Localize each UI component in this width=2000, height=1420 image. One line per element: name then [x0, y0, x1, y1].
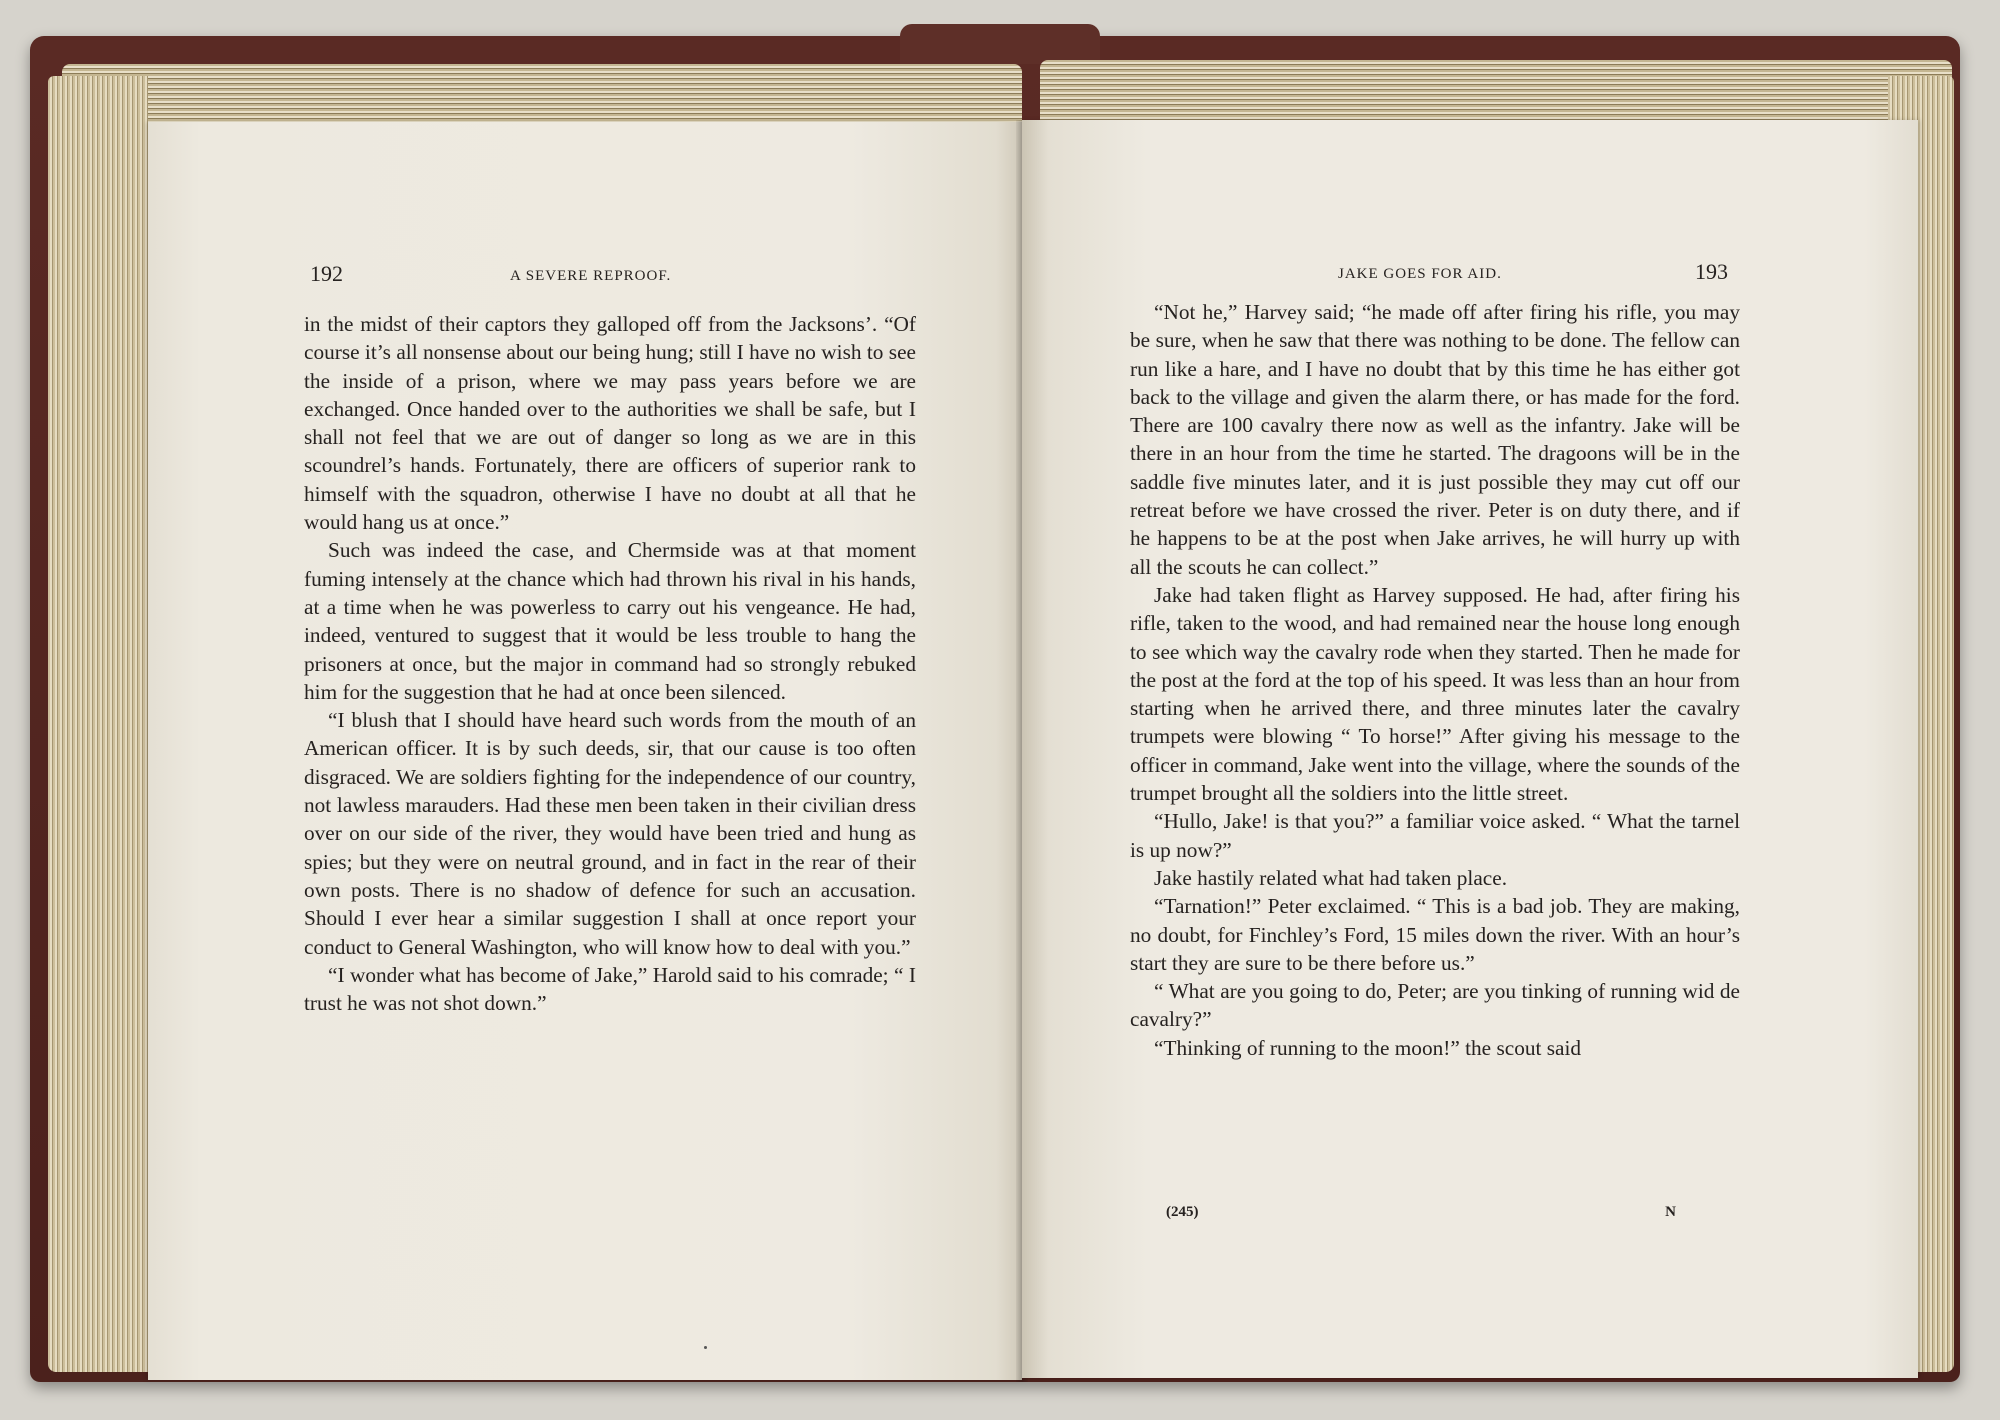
- paragraph: “Tarnation!” Peter exclaimed. “ This is a bad job. They are making, no doubt, for Finchley’s Ford, 15 miles down the river. With an hour’s start they are sure to be there before us.”: [1130, 894, 1740, 975]
- left-page-edges-side: [48, 76, 148, 1372]
- right-page-header: [1118, 258, 1728, 286]
- paragraph: Jake had taken flight as Harvey supposed. He had, after firing his rifle, taken to the wood, and had remained near the house long enough to see which way the cavalry rode when they started. Then he made for the post at the ford at the top of his speed. It was less than an hour from starting when he arrived there, and three minutes later the cavalry trumpets were blowing “ To horse!” After giving his message to the officer in command, Jake went into the village, where the sounds of the trumpet brought all the soldiers into the little street.: [1130, 582, 1740, 806]
- book-spine: [900, 24, 1100, 64]
- paragraph: “ What are you going to do, Peter; are you tinking of running wid de cavalry?”: [1130, 979, 1740, 1032]
- paragraph: Such was indeed the case, and Chermside was at that moment fuming intensely at the chance which had thrown his rival in his hands, at a time when he was powerless to carry out his vengeance. He had, indeed, ventured to suggest that it would be less trouble to hang the prisoners at once, but the major in command had so strongly rebuked him for the suggestion that he had at once been silenced.: [304, 538, 916, 704]
- signature-number: (245): [1166, 1204, 1199, 1220]
- paragraph: “I blush that I should have heard such words from the mouth of an American officer. It is by such deeds, sir, that our cause is too often disgraced. We are soldiers fighting for the independence of our country, not lawless marauders. Had these men been taken in their civilian dress over on our side of the river, they would have been tried and hung as spies; but they were on neutral ground, and in fact in the rear of their own posts. There is no shadow of defence for such an accusation. Should I ever hear a similar suggestion I shall at once report your conduct to General Washington, who will know how to deal with you.”: [304, 708, 916, 959]
- signature-letter: N: [1665, 1204, 1676, 1220]
- left-page-header: [310, 260, 910, 288]
- paragraph: “Not he,” Harvey said; “he made off after firing his rifle, you may be sure, when he saw that there was nothing to be done. The fellow can run like a hare, and I have no doubt that by this time he has either got back to the village and given the alarm there, or has made for the ford. There are 100 cavalry there now as well as the infantry. Jake will be there in an hour from the time he started. The dragoons will be in the saddle five minutes later, and it is just possible they may cut off our retreat before we have crossed the river. Peter is on duty there, and if he happens to be at the post when Jake arrives, he will hurry up with all the scouts he can collect.”: [1130, 300, 1740, 579]
- page-number: 193: [1695, 259, 1728, 284]
- paragraph: “I wonder what has become of Jake,” Harold said to his comrade; “ I trust he was not shot down.”: [304, 962, 916, 1016]
- right-page-text: [1130, 298, 1740, 1062]
- running-head: JAKE GOES FOR AID.: [1338, 266, 1502, 282]
- paragraph: in the midst of their captors they galloped off from the Jacksons’. “Of course it’s all nonsense about our being hung; still I have no wish to see the inside of a prison, where we may pass years before we are exchanged. Once handed over to the authorities we shall be safe, but I shall not feel that we are out of danger so long as we are in this scoundrel’s hands. Fortunately, there are officers of superior rank to himself with the squadron, otherwise I have no doubt at all that he would hang us at once.”: [304, 312, 916, 535]
- page-number: 192: [310, 261, 343, 286]
- left-page-edges-top: [62, 64, 1022, 124]
- paragraph: Jake hastily related what had taken place.: [1154, 865, 1508, 890]
- right-page: [1022, 120, 1918, 1378]
- left-page-text: [304, 310, 916, 1017]
- right-page-edges-top: [1040, 60, 1952, 122]
- left-page: [148, 122, 1022, 1380]
- running-head: A SEVERE REPROOF.: [510, 268, 672, 284]
- speck: [704, 1346, 707, 1349]
- paragraph: “Thinking of running to the moon!” the scout said: [1154, 1035, 1582, 1060]
- paragraph: “Hullo, Jake! is that you?” a familiar voice asked. “ What the tarnel is up now?”: [1130, 809, 1740, 862]
